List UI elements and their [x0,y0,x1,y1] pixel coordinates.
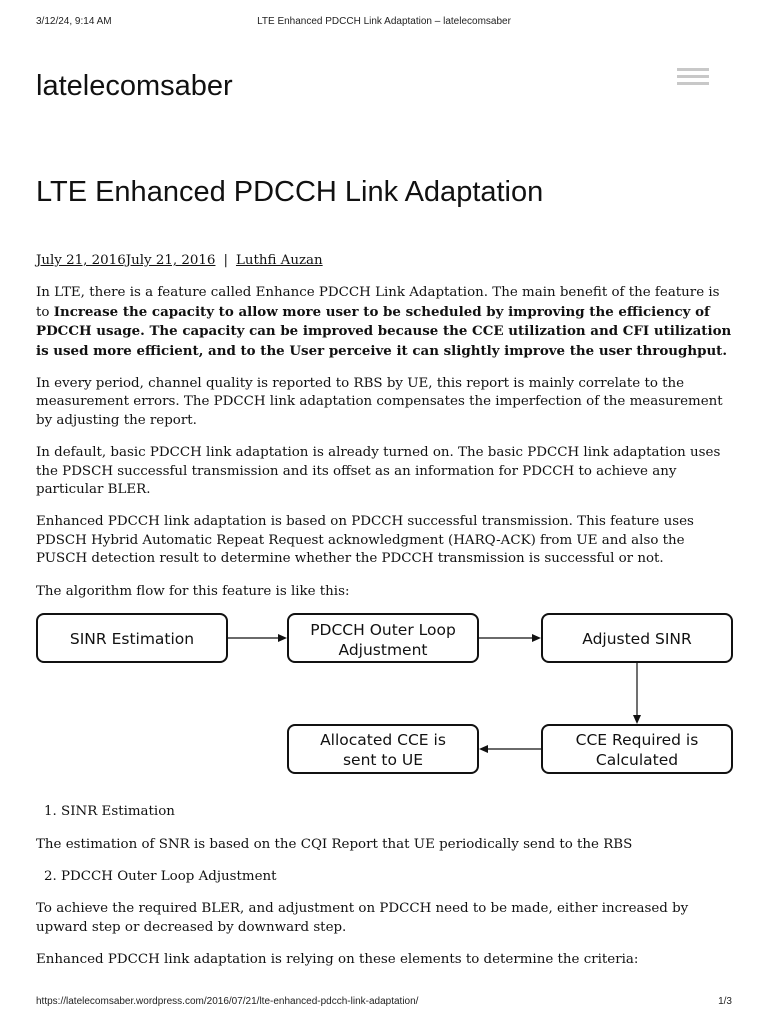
paragraph-basic-adaptation: In default, basic PDCCH link adaptation is already turned on. The basic PDCCH link adaptation uses the PDSCH successful transmission and its offset as an information for PDCCH to achieve any particular BLER. [36,445,721,498]
intro-bold-text: Increase the capacity to allow more user to be scheduled by improving the efficiency of PDCCH usage. The capacity can be improved because the CCE utilization and CFI utilization is used more efficient, and to the User perceive it can slightly improve the user throughput. [36,303,732,359]
hamburger-menu-icon[interactable] [677,66,711,88]
paragraph-outer-loop: To achieve the required BLER, and adjustment on PDCCH need to be made, either increased by upward step or decreased by downward step. [36,901,689,935]
paragraph-enhanced-adaptation: Enhanced PDCCH link adaptation is based on PDCCH successful transmission. This feature uses PDSCH Hybrid Automatic Repeat Request acknowledgment (HARQ-ACK) from UE and also the PUSCH detection result to determine whether the PDCCH transmission is successful or not. [36,514,694,567]
menu-bar-line [677,75,709,78]
post-content [36,252,736,984]
flow-arrow-4-head [479,745,488,753]
print-url: https://latelecomsaber.wordpress.com/2016/07/21/lte-enhanced-pdcch-link-adaptation/ [36,996,419,1007]
print-page-title: LTE Enhanced PDCCH Link Adaptation – latelecomsaber [257,16,511,27]
post-meta [36,252,736,270]
print-header [0,16,768,30]
paragraph-channel-quality: In every period, channel quality is reported to RBS by UE, this report is mainly correlate to the measurement errors. The PDCCH link adaptation compensates the imperfection of the measurement by adjusting the report. [36,376,723,428]
site-title[interactable]: latelecomsaber [36,70,233,102]
flow-arrow-3-head [633,715,641,724]
flow-arrow-2-head [532,634,541,642]
flow-box-outer-loop-label-2: Adjustment [338,641,428,660]
algorithm-flow-diagram [36,609,736,783]
print-page-number: 1/3 [718,996,732,1007]
paragraph-sinr-estimation: The estimation of SNR is based on the CQI Report that UE periodically send to the RBS [36,836,633,852]
flow-box-allocated-cce-label-1: Allocated CCE is [320,731,446,750]
flow-box-outer-loop-label-1: PDCCH Outer Loop [310,621,456,640]
menu-bar-line [677,68,709,71]
paragraph-algorithm-intro: The algorithm flow for this feature is like this: [36,583,350,599]
author-link[interactable]: Luthfi Auzan [235,253,323,268]
paragraph-closing: Enhanced PDCCH link adaptation is relying on these elements to determine the criteria: [36,952,639,968]
flow-box-allocated-cce-label-2: sent to UE [342,751,424,770]
flow-arrow-1-head [278,634,287,642]
meta-separator: | [223,253,228,268]
list-item-outer-loop: 2. PDCCH Outer Loop Adjustment [44,868,277,884]
print-datetime: 3/12/24, 9:14 AM [36,16,112,27]
menu-bar-line [677,82,709,85]
flow-box-sinr-estimation-label: SINR Estimation [69,630,195,649]
flow-box-cce-required-label-2: Calculated [595,751,679,770]
post-date-link[interactable]: July 21, 2016July 21, 2016 [36,253,216,268]
list-item-sinr-estimation: 1. SINR Estimation [44,804,175,820]
flow-box-cce-required-label-1: CCE Required is [575,731,699,750]
post-title: LTE Enhanced PDCCH Link Adaptation [36,176,544,208]
intro-paragraph [36,284,736,361]
intro-plain-text: In LTE, there is a feature called Enhance PDCCH Link Adaptation. The main benefit of the feature is to [36,285,720,320]
flow-box-adjusted-sinr-label: Adjusted SINR [582,630,692,649]
print-footer [0,996,768,1010]
